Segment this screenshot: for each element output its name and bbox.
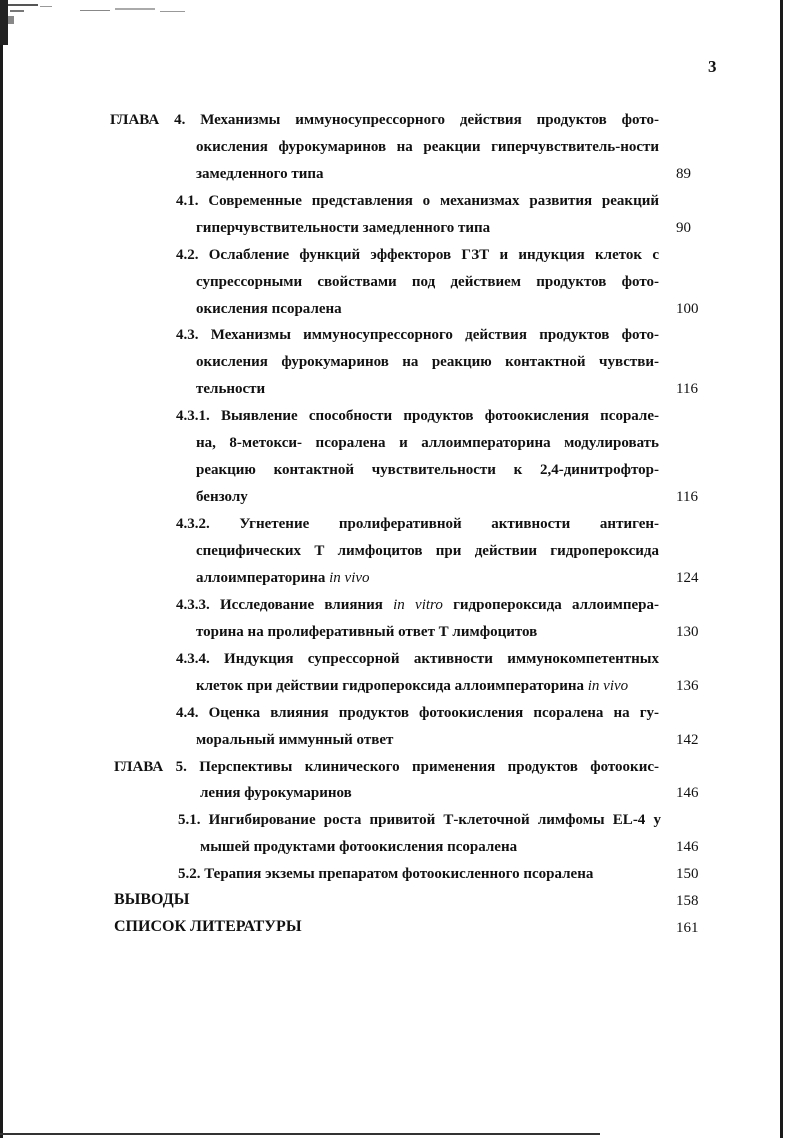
scan-border-bottom [0,1133,600,1135]
toc-entry-line: замедленного типа [196,166,324,182]
toc-entry-line: 4.4. Оценка влияния продуктов фотоокисления псоралена на гу- [176,705,659,721]
toc-entry-line: ления фурокумаринов [200,785,352,801]
toc-entry-line: реакцию контактной чувствительности к 2,4-динитрофтор- [196,462,659,478]
toc-page-number: 146 [676,839,699,855]
toc-entry-line: супрессорными свойствами под действием продуктов фото- [196,274,659,290]
toc-page-number: 90 [676,220,691,236]
toc-entry-line: 4.3.2. Угнетение пролиферативной активности антиген- [176,516,659,532]
toc-entry-line: окисления фурокумаринов на реакцию контактной чувстви- [196,354,659,370]
toc-entry-line: 4.3. Механизмы иммуносупрессорного действия продуктов фото- [176,327,659,343]
toc-entry-line: клеток при действии гидропероксида аллоимператорина in vivo [196,678,629,694]
toc-entry-line: тельности [196,381,266,397]
scan-border-left [0,0,3,1138]
page-number: 3 [708,57,717,76]
toc-entry-line: 5.2. Терапия экземы препаратом фотоокисленного псоралена [178,866,594,882]
toc-page-number: 146 [676,785,699,801]
toc-page-number: 130 [676,624,699,640]
toc-entry-line: торина на пролиферативный ответ Т лимфоцитов [196,624,538,640]
toc-entry-line: гиперчувствительности замедленного типа [196,220,491,236]
toc-entry-line: мышей продуктами фотоокисления псоралена [200,839,518,855]
toc-entry-line: 4.3.4. Индукция супрессорной активности иммунокомпетентных [176,651,659,667]
toc-entry-line: 5.1. Ингибирование роста привитой Т-клеточной лимфомы EL-4 у [178,812,661,828]
scan-border-right [780,0,783,1138]
toc-entry-line: на, 8-метокси- псоралена и аллоимператорина модулировать [196,435,659,451]
toc-page-number: 116 [676,381,698,397]
toc-page-number: 142 [676,732,699,748]
scan-noise-corner [0,0,60,45]
toc-entry-line: 4.3.3. Исследование влияния in vitro гидропероксида аллоимпера- [176,597,659,613]
toc-entry-line: ГЛАВА 4. Механизмы иммуносупрессорного действия продуктов фото- [110,112,659,128]
toc-entry-line: СПИСОК ЛИТЕРАТУРЫ [114,918,302,935]
scan-noise-top [80,6,190,18]
toc-page-number: 116 [676,489,698,505]
toc-page-number: 150 [676,866,699,882]
toc-page-number: 136 [676,678,699,694]
toc-entry-line: окисления псоралена [196,301,342,317]
toc-page-number: 124 [676,570,699,586]
toc-page-number: 100 [676,301,699,317]
toc-entry-line: моральный иммунный ответ [196,732,394,748]
toc-page-number: 161 [676,920,699,936]
toc-entry-line: 4.1. Современные представления о механизмах развития реакций [176,193,659,209]
toc-entry-line: окисления фурокумаринов на реакции гиперчувствитель-ности [196,139,659,155]
toc-page-number: 158 [676,893,699,909]
toc-page-number: 89 [676,166,691,182]
toc-entry-line: аллоимператорина in vivo [196,570,370,586]
toc-entry-line: 4.3.1. Выявление способности продуктов фотоокисления псорале- [176,408,659,424]
toc-entry-line: специфических Т лимфоцитов при действии гидропероксида [196,543,659,559]
toc-entry-line: ГЛАВА 5. Перспективы клинического применения продуктов фотоокис- [114,759,659,775]
toc-entry-line: бензолу [196,489,248,505]
toc-entry-line: 4.2. Ослабление функций эффекторов ГЗТ и индукция клеток с [176,247,659,263]
toc-entry-line: ВЫВОДЫ [114,891,190,908]
